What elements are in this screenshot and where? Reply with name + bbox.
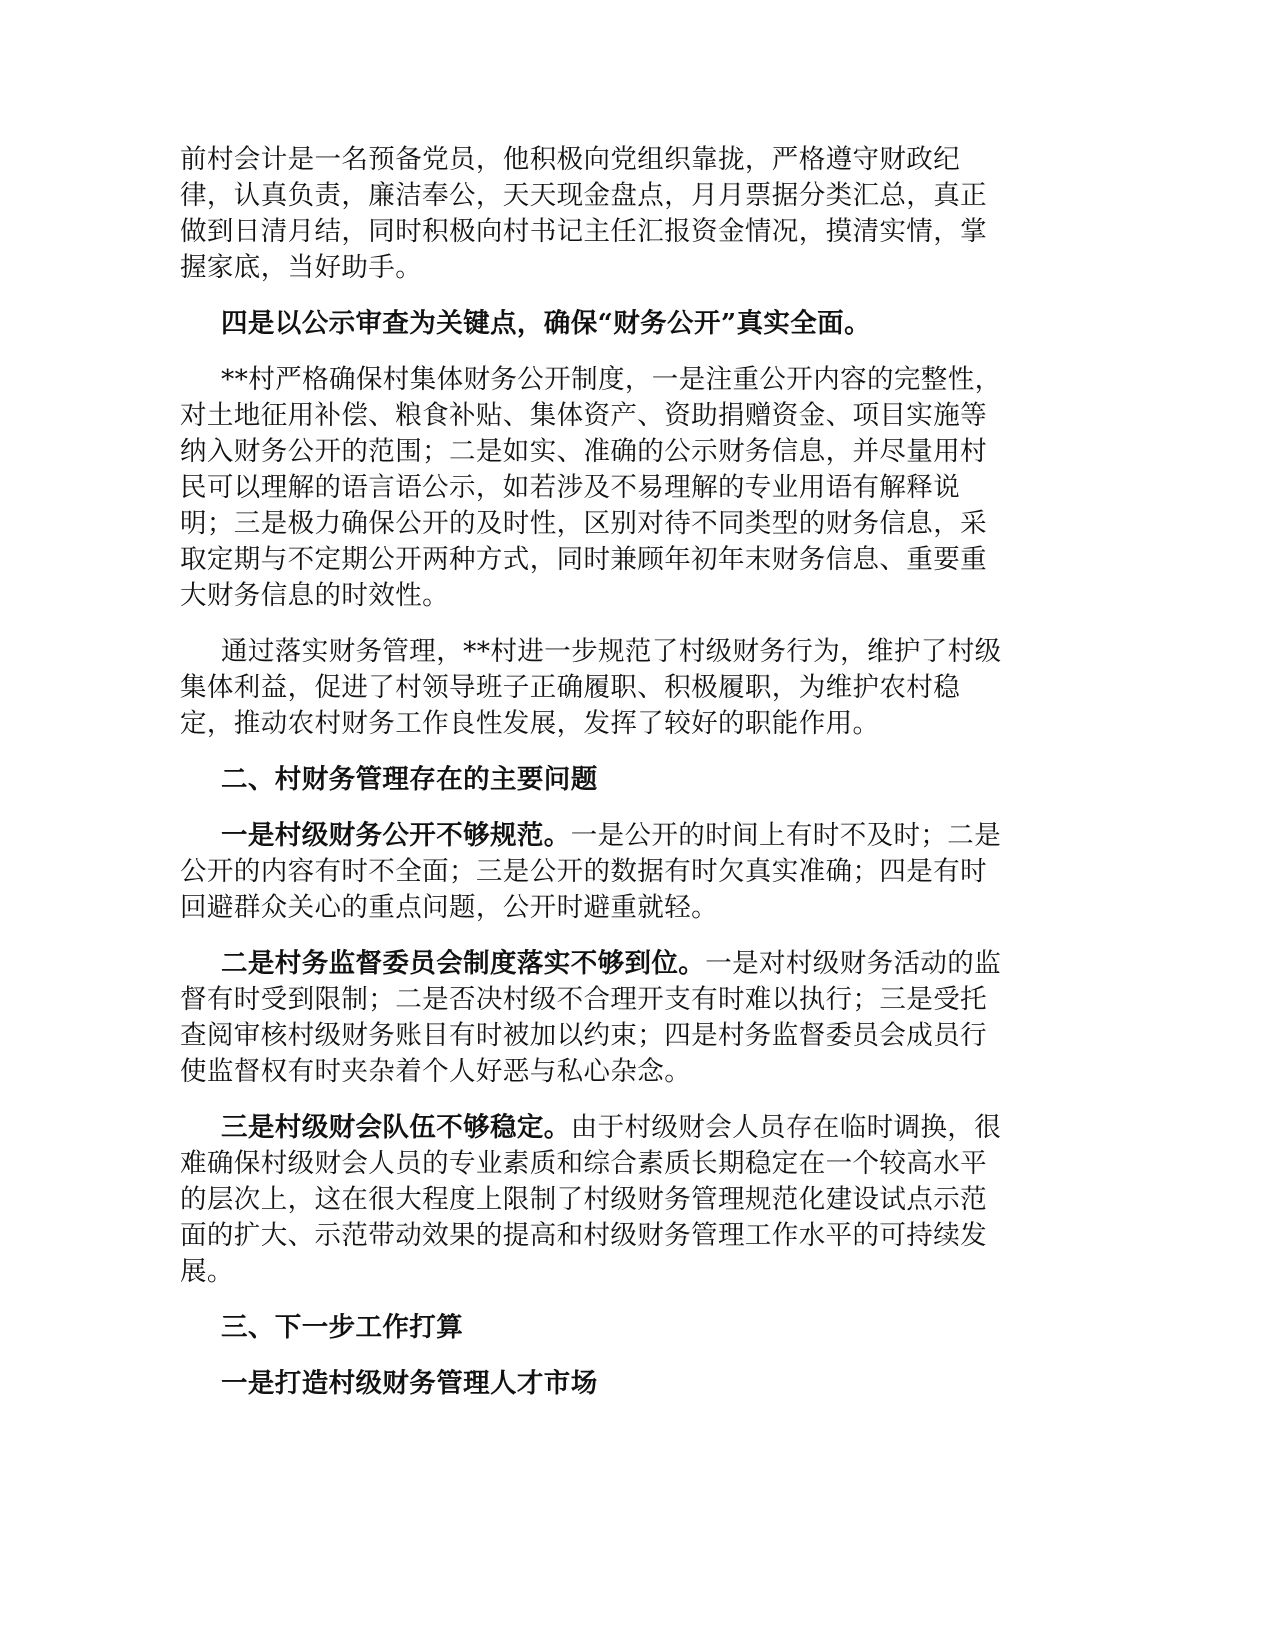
text-line xyxy=(180,818,1028,854)
text-line: 前村会计是一名预备党员，他积极向党组织靠拢，严格遵守财政纪 xyxy=(180,144,961,175)
text-line: 公开的内容有时不全面；三是公开的数据有时欠真实准确；四是有时 xyxy=(180,856,987,887)
text-line: 明；三是极力确保公开的及时性，区别对待不同类型的财务信息，采 xyxy=(180,508,987,539)
paragraph-problem-supervision xyxy=(180,946,1028,1090)
paragraph-financial-disclosure xyxy=(180,362,1028,614)
text-line: 取定期与不定期公开两种方式，同时兼顾年初年末财务信息、重要重 xyxy=(180,544,987,575)
text-line: 回避群众关心的重点问题，公开时避重就轻。 xyxy=(180,892,718,923)
subheading-talent-market: 一是打造村级财务管理人才市场 xyxy=(221,1368,598,1399)
section-heading-next-steps: 三、下一步工作打算 xyxy=(221,1312,464,1343)
problem-lead: 二是村务监督委员会制度落实不够到位。 xyxy=(221,948,706,979)
text-line: 查阅审核村级财务账目有时被加以约束；四是村务监督委员会成员行 xyxy=(180,1020,987,1051)
text-line: 做到日清月结，同时积极向村书记主任汇报资金情况，摸清实情，掌 xyxy=(180,216,987,247)
text-line: 民可以理解的语言语公示，如若涉及不易理解的专业用语有解释说 xyxy=(180,472,961,503)
text-line: 难确保村级财会人员的专业素质和综合素质长期稳定在一个较高水平 xyxy=(180,1148,987,1179)
problem-text: 由于村级财会人员存在临时调换，很 xyxy=(570,1112,1002,1143)
text-line: 面的扩大、示范带动效果的提高和村级财务管理工作水平的可持续发 xyxy=(180,1220,987,1251)
paragraph-summary xyxy=(180,634,1028,742)
text-line: 纳入财务公开的范围；二是如实、准确的公示财务信息，并尽量用村 xyxy=(180,436,987,467)
text-line: 使监督权有时夹杂着个人好恶与私心杂念。 xyxy=(180,1056,692,1087)
paragraph-problem-disclosure xyxy=(180,818,1028,926)
paragraph-accountant xyxy=(180,142,1028,286)
paragraph-problem-staffing xyxy=(180,1110,1028,1290)
text-line: 律，认真负责，廉洁奉公，天天现金盘点，月月票据分类汇总，真正 xyxy=(180,180,987,211)
text-line xyxy=(180,1110,1028,1146)
text-line: **村严格确保村集体财务公开制度，一是注重公开内容的完整性， xyxy=(221,364,1002,395)
heading-publicity: 四是以公示审查为关键点，确保“财务公开”真实全面。 xyxy=(221,308,871,339)
text-line: 展。 xyxy=(180,1256,234,1287)
text-line: 集体利益，促进了村领导班子正确履职、积极履职，为维护农村稳 xyxy=(180,672,961,703)
document-page xyxy=(180,142,1028,1402)
text-line xyxy=(180,946,1028,982)
text-line: 的层次上，这在很大程度上限制了村级财务管理规范化建设试点示范 xyxy=(180,1184,987,1215)
text-line: 大财务信息的时效性。 xyxy=(180,580,449,611)
text-line: 通过落实财务管理，**村进一步规范了村级财务行为，维护了村级 xyxy=(221,636,1002,667)
text-line: 握家底，当好助手。 xyxy=(180,252,423,283)
text-line: 对土地征用补偿、粮食补贴、集体资产、资助捐赠资金、项目实施等 xyxy=(180,400,987,431)
problem-text: 一是公开的时间上有时不及时；二是 xyxy=(570,820,1002,851)
problem-lead: 三是村级财会队伍不够稳定。 xyxy=(221,1112,571,1143)
text-line: 定，推动农村财务工作良性发展，发挥了较好的职能作用。 xyxy=(180,708,880,739)
text-line: 督有时受到限制；二是否决村级不合理开支有时难以执行；三是受托 xyxy=(180,984,987,1015)
section-heading-problems: 二、村财务管理存在的主要问题 xyxy=(221,764,598,795)
problem-text: 一是对村级财务活动的监 xyxy=(705,948,1002,979)
problem-lead: 一是村级财务公开不够规范。 xyxy=(221,820,571,851)
